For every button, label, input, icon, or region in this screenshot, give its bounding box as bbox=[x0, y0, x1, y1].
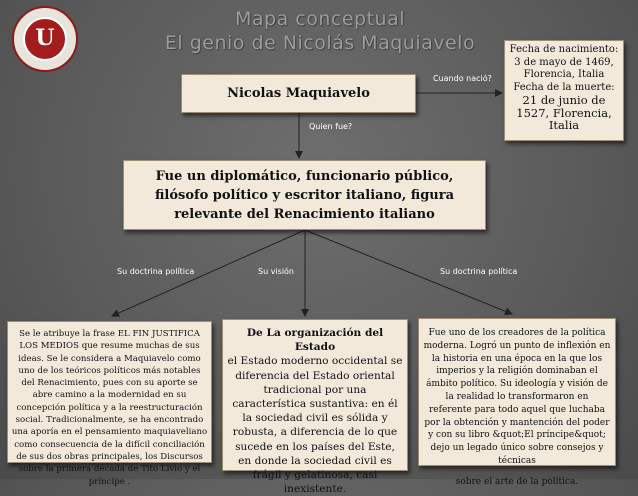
node-left: Se le atribuye la frase EL FIN JUSTIFICA LOS MEDIOS que resume muchas de sus ideas. Se le considera a Maquiavelo como uno de los teóricos políticos más notables del Renacimiento, pues con su aporte se abre camino a la modernidad en su concepción política y a la reestructuración social. Tradicionalmente, se ha encontrado una aporía en el pensamiento maquiaveliano como consecuencia de la difícil conciliación de sus dos obras principales, los Discursos sobre la primera década de Tito Livio y el príncipe . bbox=[7, 321, 212, 463]
label-doctrina-right: Su doctrina política bbox=[440, 267, 518, 276]
logo-mark: U bbox=[35, 25, 55, 51]
label-quien: Quien fue? bbox=[309, 122, 353, 131]
right-last: sobre el arte de la política. bbox=[455, 476, 579, 487]
node-name: Nicolas Maquiavelo bbox=[181, 74, 416, 113]
right-body: Fue uno de los creadores de la política moderna. Logró un punto de inflexión en la historia en una época en la que los imperios y la religión dominaban el ámbito político. Su ideología y visión de la realidad lo transformaron en referente para todo aquel que luchaba por la obtención y mantención del poder y con su libro &quot;El príncipe&quot; dejo un legado único sobre consejos y técnicas bbox=[423, 328, 611, 466]
node-dates bbox=[504, 40, 624, 141]
node-main: Fue un diplomático, funcionario público, filósofo político y escritor italiano, figura relevante del Renacimiento italiano bbox=[123, 160, 486, 230]
birth-date: Fecha de nacimiento: 3 de mayo de 1469, Florencia, Italia bbox=[509, 44, 619, 80]
death-label: Fecha de la muerte: bbox=[513, 81, 615, 93]
title-line-2: El genio de Nicolás Maquiavelo bbox=[164, 32, 476, 54]
mid-body: el Estado moderno occidental se diferencia del Estado oriental tradicional por una característica sustantiva: en él la sociedad civil es sólida y robusta, a diferencia de lo que sucede en los países del Este, en donde la sociedad civil es frágil y gelatinosa, casi inexistente. bbox=[227, 355, 403, 496]
node-right bbox=[418, 318, 616, 487]
label-doctrina-left: Su doctrina política bbox=[117, 267, 195, 276]
mid-heading: De La organización del Estado bbox=[246, 327, 384, 354]
title-line-1: Mapa conceptual bbox=[234, 8, 405, 30]
node-mid bbox=[222, 319, 408, 496]
label-cuando: Cuando nació? bbox=[433, 74, 492, 83]
death-date: 21 de junio de 1527, Florencia, Italia bbox=[516, 93, 612, 132]
label-vision: Su visión bbox=[258, 267, 295, 276]
